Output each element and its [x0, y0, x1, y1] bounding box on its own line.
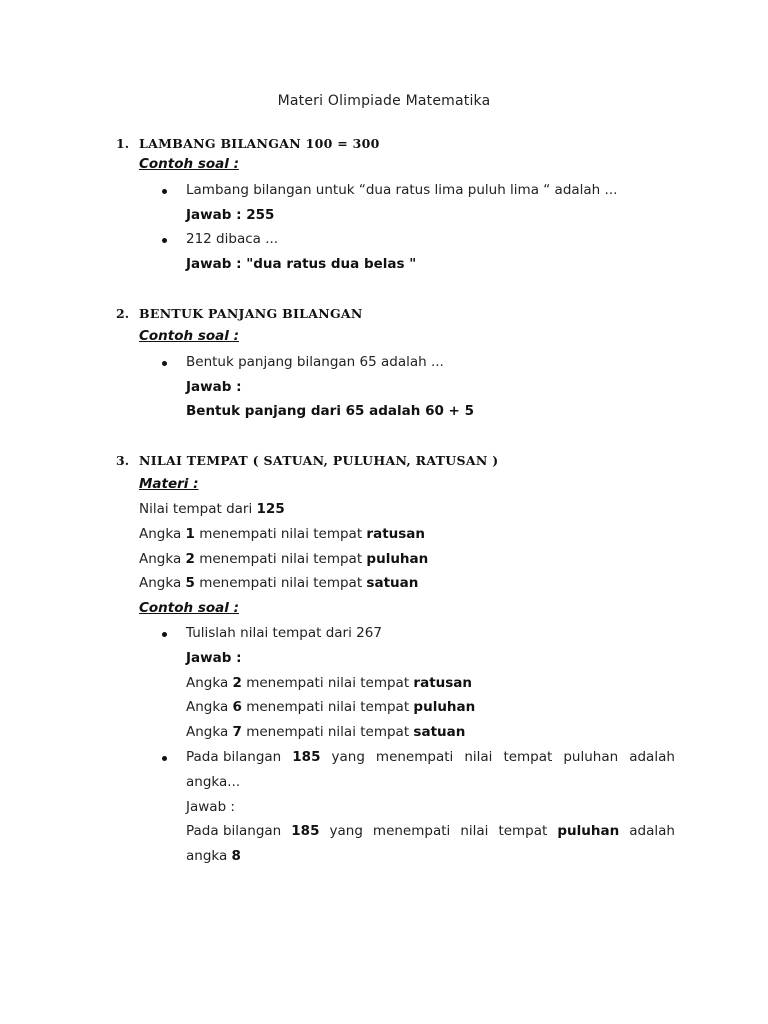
question-text: Tulislah nilai tempat dari 267: [186, 625, 382, 641]
question-text: Bentuk panjang bilangan 65 adalah ...: [186, 354, 444, 370]
subheading-contoh-soal: Contoh soal :: [139, 328, 239, 344]
subheading-contoh-soal: Contoh soal :: [139, 156, 239, 172]
section-heading: NILAI TEMPAT ( SATUAN, PULUHAN, RATUSAN ): [139, 453, 499, 468]
answer-label: Jawab: [186, 650, 232, 666]
number: 185: [292, 749, 321, 765]
text: nilai: [460, 823, 489, 839]
answer-label: Jawab: [186, 379, 232, 395]
materi-intro: [139, 500, 285, 518]
place-value: puluhan: [366, 551, 429, 567]
answer-value: "dua ratus dua belas ": [246, 256, 417, 272]
place-value: satuan: [366, 575, 419, 591]
text: tempat: [503, 749, 553, 765]
materi-intro-text: Nilai tempat dari: [139, 501, 257, 517]
text: menempati nilai tempat: [194, 575, 367, 591]
digit: 2: [185, 551, 195, 567]
question-text: 212 dibaca ...: [186, 231, 279, 247]
answer-separator: :: [231, 256, 247, 272]
answer-line: [186, 378, 242, 396]
answer-line: [186, 255, 416, 273]
text: menempati nilai tempat: [241, 675, 414, 691]
answer-separator: :: [231, 207, 247, 223]
text: adalah: [629, 749, 675, 765]
materi-line: [139, 525, 425, 543]
text: adalah: [629, 823, 675, 839]
digit: 6: [232, 699, 242, 715]
section-heading: LAMBANG BILANGAN 100 = 300: [139, 136, 380, 151]
answer-line: [186, 674, 472, 692]
answer-line: [186, 402, 474, 420]
answer-continuation: [186, 847, 241, 865]
document-title: Materi Olimpiade Matematika: [277, 93, 491, 109]
section-number: 3.: [116, 453, 130, 468]
text: Angka: [139, 526, 186, 542]
question-text: Lambang bilangan untuk “dua ratus lima puluh lima “ adalah ...: [186, 182, 618, 198]
answer-label: Jawab: [186, 256, 232, 272]
answer-label: Jawab :: [186, 799, 235, 815]
section-heading: BENTUK PANJANG BILANGAN: [139, 306, 363, 321]
text: menempati: [375, 749, 454, 765]
answer-line: [186, 206, 274, 224]
text: tempat: [498, 823, 548, 839]
subheading-contoh-soal: Contoh soal :: [139, 600, 239, 616]
subheading-materi: Materi :: [139, 476, 199, 492]
answer-label: Jawab: [186, 207, 232, 223]
answer-line: [186, 649, 242, 667]
text: menempati: [372, 823, 451, 839]
text: yang: [329, 823, 363, 839]
answer-line: [186, 723, 465, 741]
materi-intro-value: 125: [256, 501, 285, 517]
place-value: ratusan: [413, 675, 473, 691]
text: Angka: [139, 575, 186, 591]
digit: 1: [185, 526, 195, 542]
text: puluhan: [563, 749, 619, 765]
text: nilai: [464, 749, 493, 765]
bullet-icon: [162, 632, 167, 637]
place-value: satuan: [413, 724, 466, 740]
text: Pada bilangan: [186, 823, 282, 839]
section-number: 2.: [116, 306, 130, 321]
digit: 5: [185, 575, 195, 591]
text: menempati nilai tempat: [241, 699, 414, 715]
text: Pada bilangan: [186, 749, 282, 765]
answer-separator: :: [231, 379, 242, 395]
text: Angka: [186, 675, 233, 691]
place-value: puluhan: [557, 823, 620, 839]
text: menempati nilai tempat: [241, 724, 414, 740]
place-value: ratusan: [366, 526, 426, 542]
question-continuation: angka...: [186, 774, 241, 790]
text: menempati nilai tempat: [194, 526, 367, 542]
bullet-icon: [162, 361, 167, 366]
digit: 2: [232, 675, 242, 691]
question-text: [186, 748, 675, 766]
materi-line: [139, 550, 428, 568]
answer-value: Bentuk panjang dari 65 adalah 60 + 5: [186, 403, 474, 419]
answer-line: [186, 698, 475, 716]
answer-value: 8: [231, 848, 241, 864]
answer-separator: :: [231, 650, 242, 666]
answer-line: [186, 822, 675, 840]
text: yang: [331, 749, 365, 765]
text: menempati nilai tempat: [194, 551, 367, 567]
text: angka: [186, 848, 232, 864]
number: 185: [291, 823, 320, 839]
text: Angka: [139, 551, 186, 567]
bullet-icon: [162, 189, 167, 194]
text: Angka: [186, 699, 233, 715]
section-number: 1.: [116, 136, 130, 151]
text: Angka: [186, 724, 233, 740]
bullet-icon: [162, 238, 167, 243]
answer-value: 255: [246, 207, 275, 223]
bullet-icon: [162, 756, 167, 761]
materi-line: [139, 574, 418, 592]
place-value: puluhan: [413, 699, 476, 715]
digit: 7: [232, 724, 242, 740]
